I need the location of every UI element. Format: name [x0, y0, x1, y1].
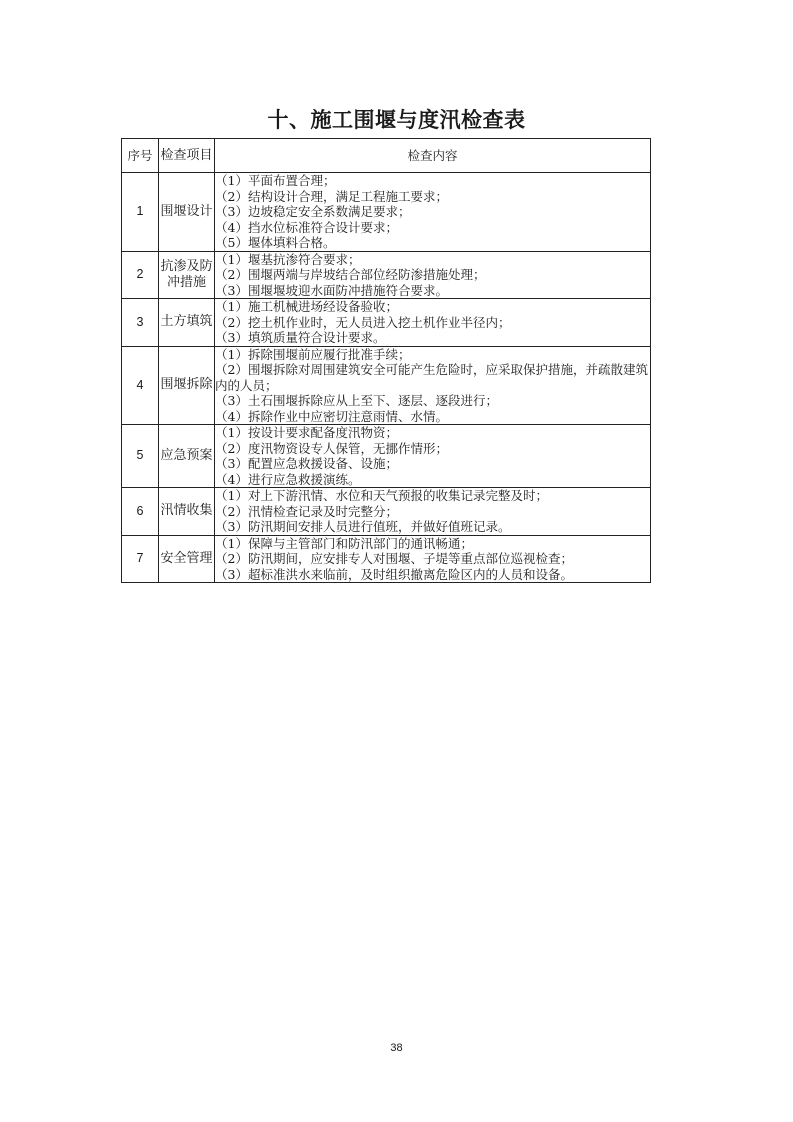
table-row	[122, 425, 651, 488]
header-seq: 序号	[122, 139, 159, 173]
row-seq: 3	[122, 299, 159, 347]
row-check-content	[215, 346, 651, 425]
row-seq: 6	[122, 488, 159, 536]
header-content: 检查内容	[215, 139, 651, 173]
check-content-line: （2）防汛期间，应安排专人对围堰、子堤等重点部位巡视检查；	[215, 551, 573, 566]
row-check-content	[215, 425, 651, 488]
row-seq: 4	[122, 346, 159, 425]
check-content-line: （3）边坡稳定安全系数满足要求；	[215, 204, 411, 219]
table-row	[122, 346, 651, 425]
row-check-content	[215, 535, 651, 583]
row-seq: 5	[122, 425, 159, 488]
table-body	[122, 173, 651, 583]
row-check-item: 围堰拆除	[159, 346, 215, 425]
row-check-content	[215, 299, 651, 347]
row-check-item: 安全管理	[159, 535, 215, 583]
row-check-item: 围堰设计	[159, 173, 215, 252]
table-header-row	[122, 139, 651, 173]
page-title: 十、施工围堰与度汛检查表	[267, 108, 526, 132]
table-row	[122, 488, 651, 536]
check-content-line: （1）对上下游汛情、水位和天气预报的收集记录完整及时；	[215, 488, 548, 503]
check-content-line: （1）平面布置合理；	[215, 173, 336, 188]
check-content-line: （2）度汛物资设专人保管，无挪作情形；	[215, 440, 448, 456]
check-content-line: （3）围堰堰坡迎水面防冲措施符合要求。	[215, 282, 448, 298]
check-content-line: （3）填筑质量符合设计要求。	[215, 330, 386, 345]
check-content-line: （4）进行应急救援演练。	[215, 471, 361, 487]
inspection-table	[121, 138, 651, 583]
table-row	[122, 173, 651, 252]
header-item: 检查项目	[159, 139, 215, 173]
row-check-item: 应急预案	[159, 425, 215, 488]
check-content-line: （2）围堰拆除对周围建筑安全可能产生危险时，应采取保护措施，并疏散建筑内的人员；	[215, 362, 648, 393]
page-number: 38	[390, 1042, 403, 1054]
table-row	[122, 251, 651, 299]
row-check-item: 土方填筑	[159, 299, 215, 347]
check-content-line: （2）围堰两端与岸坡结合部位经防渗措施处理；	[215, 267, 486, 282]
check-content-line: （5）堰体填料合格。	[215, 235, 336, 250]
check-content-line: （3）防汛期间安排人员进行值班，并做好值班记录。	[215, 519, 511, 534]
check-content-line: （1）按设计要求配备度汛物资；	[215, 425, 398, 440]
check-content-line: （4）挡水位标准符合设计要求；	[215, 219, 398, 235]
check-content-line: （2）挖土机作业时，无人员进入挖土机作业半径内；	[215, 314, 511, 330]
check-content-line: （3）配置应急救援设备、设施；	[215, 456, 398, 471]
check-content-line: （3）土石围堰拆除应从上至下、逐层、逐段进行；	[215, 393, 498, 408]
check-content-line: （2）汛情检查记录及时完整分；	[215, 503, 398, 519]
row-check-content	[215, 251, 651, 299]
check-content-line: （1）拆除围堰前应履行批准手续；	[215, 346, 411, 362]
table-row	[122, 535, 651, 583]
row-check-item: 抗渗及防冲措施	[159, 251, 215, 299]
row-check-content	[215, 173, 651, 252]
check-content-line: （2）结构设计合理，满足工程施工要求；	[215, 188, 448, 204]
check-content-line: （1）保障与主管部门和防汛部门的通讯畅通；	[215, 535, 473, 551]
row-check-item: 汛情收集	[159, 488, 215, 536]
check-content-line: （1）施工机械进场经设备验收；	[215, 299, 398, 314]
check-content-line: （1）堰基抗渗符合要求；	[215, 251, 361, 267]
row-seq: 1	[122, 173, 159, 252]
row-check-content	[215, 488, 651, 536]
table-row	[122, 299, 651, 347]
check-content-line: （4）拆除作业中应密切注意雨情、水情。	[215, 408, 448, 424]
check-content-line: （3）超标准洪水来临前，及时组织撤离危险区内的人员和设备。	[215, 566, 573, 582]
row-seq: 7	[122, 535, 159, 583]
row-seq: 2	[122, 251, 159, 299]
